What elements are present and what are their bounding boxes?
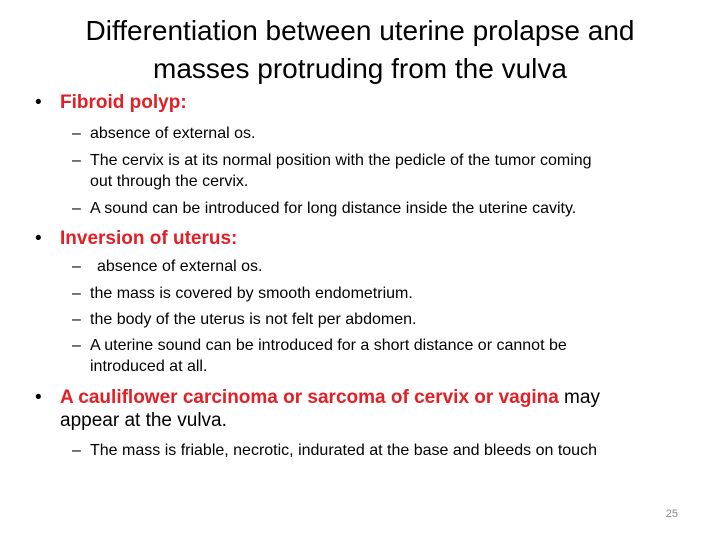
dash-icon: – — [72, 258, 81, 275]
dash-icon: – — [72, 442, 81, 459]
title-line-2: masses protruding from the vulva — [153, 53, 567, 84]
bullet-heading: A cauliflower carcinoma or sarcoma of cervix or vagina may — [60, 387, 600, 408]
bullet-icon: • — [35, 228, 42, 249]
slide: Differentiation between uterine prolapse and masses protruding from the vulva • Fibroid polyp: – absence of external os. – The cervix is at its normal position with the pedicle of the tumor coming out through the cervix. – A sound can be introduced for long distance inside the uterine cavity. • Inversion of uterus: – absence of external os. – the mass is covered by smooth endometrium. – the body of the uterus is not felt per abdomen. – A uterine sound can be introduced for a short distance or cannot be introduced at all. • A cauliflower carcinoma or sarcoma of cervix or vagina may appear at the vulva. – The mass is friable, necrotic, indurated at the base and bleeds on touch 25 — [0, 0, 720, 540]
dash-icon: – — [72, 285, 81, 302]
slide-title — [40, 12, 680, 88]
dash-icon: – — [72, 337, 81, 354]
bullet-heading: Fibroid polyp: — [60, 92, 187, 113]
dash-icon: – — [72, 311, 81, 328]
bullet-icon: • — [35, 92, 42, 113]
dash-icon: – — [72, 125, 81, 142]
dash-icon: – — [72, 200, 81, 217]
title-line-1: Differentiation between uterine prolapse and — [85, 15, 635, 46]
bullet-icon: • — [35, 387, 42, 408]
dash-icon: – — [72, 152, 81, 169]
bullet-heading: Inversion of uterus: — [60, 228, 238, 249]
page-number: 25 — [665, 508, 678, 520]
